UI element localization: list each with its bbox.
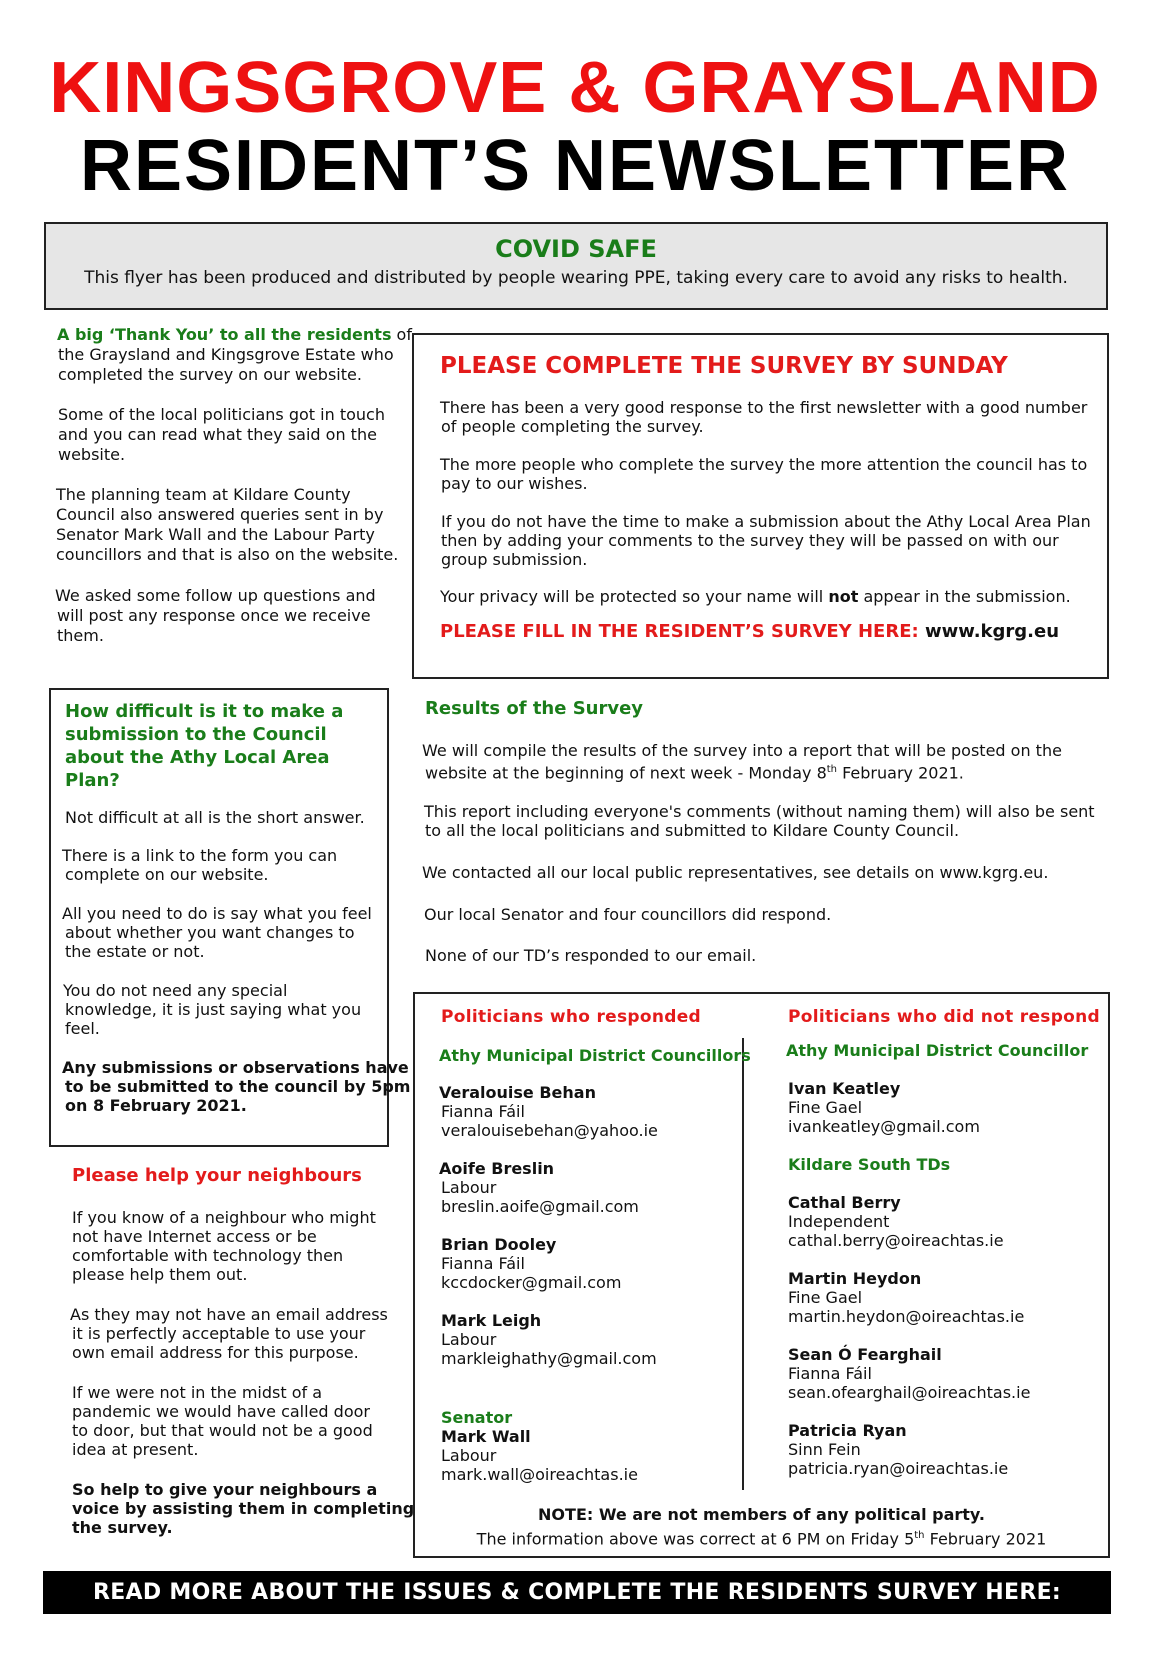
- survey-line: pay to our wishes.: [441, 474, 588, 493]
- deadline-line: to be submitted to the council by 5pm: [65, 1077, 411, 1096]
- neighbours-line: As they may not have an email address: [70, 1305, 388, 1324]
- difficult-line: You do not need any special: [63, 981, 288, 1000]
- difficult-heading: Plan?: [65, 770, 120, 791]
- thanks-line: them.: [57, 626, 104, 645]
- neighbours-line: to door, but that would not be a good: [72, 1421, 373, 1440]
- thanks-line: Senator Mark Wall and the Labour Party: [56, 525, 375, 544]
- politician-email: kccdocker@gmail.com: [441, 1273, 622, 1292]
- difficult-line: knowledge, it is just saying what you: [65, 1000, 362, 1019]
- newsletter-title-line1: KINGSGROVE & GRAYSLAND: [49, 48, 1101, 128]
- neighbours-line: If you know of a neighbour who might: [72, 1208, 376, 1227]
- neighbours-line: pandemic we would have called door: [72, 1402, 370, 1421]
- senator-label: Senator: [441, 1408, 513, 1427]
- politician-name: Veralouise Behan: [439, 1083, 596, 1102]
- results-heading: Results of the Survey: [425, 698, 644, 719]
- neighbours-heading: Please help your neighbours: [72, 1165, 362, 1186]
- thanks-lead: A big ‘Thank You’ to all the residents: [57, 325, 392, 344]
- covid-text: This flyer has been produced and distributed by people wearing PPE, taking every care to avoid any risks to health.: [84, 268, 1068, 288]
- neighbours-line: it is perfectly acceptable to use your: [72, 1324, 366, 1343]
- covid-title: COVID SAFE: [495, 235, 657, 263]
- survey-line: The more people who complete the survey the more attention the council has to: [440, 455, 1088, 474]
- neighbours-line: own email address for this purpose.: [72, 1343, 359, 1362]
- politician-party: Fianna Fáil: [441, 1102, 525, 1121]
- politician-party: Fianna Fáil: [788, 1364, 872, 1383]
- survey-heading: PLEASE COMPLETE THE SURVEY BY SUNDAY: [440, 353, 1008, 379]
- not-responded-heading: Politicians who did not respond: [788, 1007, 1101, 1027]
- correct-text: February 2021: [924, 1529, 1047, 1549]
- politician-email: veralouisebehan@yahoo.ie: [441, 1121, 658, 1140]
- politician-name: Mark Wall: [441, 1427, 531, 1446]
- neighbours-line: comfortable with technology then: [72, 1246, 344, 1265]
- politician-party: Fianna Fáil: [441, 1254, 525, 1273]
- difficult-line: Not difficult at all is the short answer.: [65, 808, 365, 827]
- politician-name: Ivan Keatley: [788, 1079, 901, 1098]
- party-note: NOTE: We are not members of any political party.: [538, 1505, 985, 1524]
- tds-group-label: Kildare South TDs: [788, 1155, 951, 1174]
- thanks-line: Some of the local politicians got in touch: [58, 405, 385, 424]
- thanks-text: of: [391, 325, 412, 344]
- politician-name: Patricia Ryan: [788, 1421, 907, 1440]
- politician-email: cathal.berry@oireachtas.ie: [788, 1231, 1004, 1250]
- politician-party: Labour: [441, 1330, 497, 1349]
- politicians-divider: [742, 1038, 744, 1490]
- results-line: [425, 760, 964, 783]
- deadline-line: on 8 February 2021.: [65, 1096, 247, 1115]
- difficult-line: All you need to do is say what you feel: [62, 904, 372, 923]
- correct-text: The information above was correct at 6 PM on Friday 5: [476, 1529, 915, 1549]
- privacy-text: appear in the submission.: [858, 587, 1071, 606]
- neighbours-line: the survey.: [72, 1518, 173, 1537]
- results-line: to all the local politicians and submitted to Kildare County Council.: [425, 821, 960, 840]
- neighbours-line: voice by assisting them in completing: [72, 1499, 415, 1518]
- correct-sup: th: [914, 1530, 925, 1541]
- politician-email: martin.heydon@oireachtas.ie: [788, 1307, 1025, 1326]
- survey-line: group submission.: [441, 550, 588, 569]
- politician-party: Independent: [788, 1212, 890, 1231]
- difficult-line: about whether you want changes to: [65, 923, 355, 942]
- councillors-group-label: Athy Municipal District Councillors: [439, 1046, 751, 1065]
- difficult-line: There is a link to the form you can: [62, 846, 338, 865]
- correct-at-note: [413, 1526, 1110, 1549]
- politician-name: Mark Leigh: [441, 1311, 542, 1330]
- results-sup: th: [826, 764, 838, 775]
- difficult-line: complete on our website.: [65, 865, 269, 884]
- deadline-line: Any submissions or observations have: [62, 1058, 409, 1077]
- privacy-text: Your privacy will be protected so your name will: [440, 587, 829, 606]
- results-line: Our local Senator and four councillors did respond.: [424, 905, 832, 924]
- neighbours-line: If we were not in the midst of a: [72, 1383, 323, 1402]
- politician-email: mark.wall@oireachtas.ie: [441, 1465, 638, 1484]
- politician-name: Brian Dooley: [441, 1235, 557, 1254]
- newsletter-title-line2: RESIDENT’S NEWSLETTER: [79, 126, 1071, 206]
- difficult-heading: about the Athy Local Area: [65, 747, 330, 768]
- politician-party: Fine Gael: [788, 1288, 863, 1307]
- covid-safe-box: [44, 222, 1108, 310]
- results-text: February 2021.: [837, 763, 964, 783]
- privacy-not: not: [828, 587, 859, 606]
- thanks-line: will post any response once we receive: [57, 606, 371, 625]
- footer-banner[interactable]: READ MORE ABOUT THE ISSUES & COMPLETE THE RESIDENTS SURVEY HERE: WWW.KGRG.EU: [43, 1571, 1111, 1614]
- results-line: We will compile the results of the survey into a report that will be posted on the: [422, 741, 1062, 760]
- thanks-line: councillors and that is also on the website.: [56, 545, 399, 564]
- survey-line: If you do not have the time to make a submission about the Athy Local Area Plan: [441, 512, 1091, 531]
- neighbours-line: idea at present.: [72, 1440, 199, 1459]
- neighbours-line: So help to give your neighbours a: [72, 1480, 378, 1499]
- neighbours-line: not have Internet access or be: [72, 1227, 317, 1246]
- survey-line: There has been a very good response to the first newsletter with a good number: [440, 398, 1088, 417]
- neighbours-line: please help them out.: [72, 1265, 248, 1284]
- politician-party: Fine Gael: [788, 1098, 863, 1117]
- responded-heading: Politicians who responded: [441, 1007, 702, 1027]
- thanks-line: Council also answered queries sent in by: [56, 505, 384, 524]
- survey-link[interactable]: www.kgrg.eu: [924, 621, 1060, 642]
- politician-email: markleighathy@gmail.com: [441, 1349, 657, 1368]
- thanks-line: We asked some follow up questions and: [55, 586, 376, 605]
- politician-name: Cathal Berry: [788, 1193, 901, 1212]
- privacy-line: [440, 587, 1071, 607]
- politician-email: breslin.aoife@gmail.com: [441, 1197, 639, 1216]
- thanks-line: The planning team at Kildare County: [56, 485, 351, 504]
- councillor-group-label: Athy Municipal District Councillor: [786, 1041, 1089, 1060]
- politician-name: Martin Heydon: [788, 1269, 922, 1288]
- thanks-line: the Graysland and Kingsgrove Estate who: [58, 345, 394, 364]
- politician-name: Sean Ó Fearghail: [788, 1345, 942, 1364]
- politician-name: Aoife Breslin: [439, 1159, 555, 1178]
- thanks-line: [57, 325, 412, 345]
- results-line: We contacted all our local public representatives, see details on www.kgrg.eu.: [422, 863, 1049, 882]
- politician-email: ivankeatley@gmail.com: [788, 1117, 980, 1136]
- results-line: This report including everyone's comments (without naming them) will also be sent: [424, 802, 1095, 821]
- politician-party: Labour: [441, 1446, 497, 1465]
- difficult-line: feel.: [65, 1019, 100, 1038]
- fill-survey-line: [440, 620, 1059, 644]
- thanks-line: and you can read what they said on the: [58, 425, 377, 444]
- survey-line: of people completing the survey.: [441, 417, 704, 436]
- fill-survey-label: PLEASE FILL IN THE RESIDENT’S SURVEY HERE:: [440, 621, 925, 642]
- politician-party: Sinn Fein: [788, 1440, 861, 1459]
- difficult-line: the estate or not.: [65, 942, 205, 961]
- thanks-line: website.: [58, 445, 126, 464]
- politician-email: patricia.ryan@oireachtas.ie: [788, 1459, 1009, 1478]
- politician-party: Labour: [441, 1178, 497, 1197]
- survey-line: then by adding your comments to the survey they will be passed on with our: [441, 531, 1059, 550]
- results-line: None of our TD’s responded to our email.: [425, 946, 757, 965]
- thanks-line: completed the survey on our website.: [58, 365, 362, 384]
- difficult-heading: How difficult is it to make a: [65, 701, 344, 722]
- politician-email: sean.ofearghail@oireachtas.ie: [788, 1383, 1031, 1402]
- difficult-heading: submission to the Council: [65, 724, 327, 745]
- results-text: website at the beginning of next week - Monday 8: [425, 763, 827, 783]
